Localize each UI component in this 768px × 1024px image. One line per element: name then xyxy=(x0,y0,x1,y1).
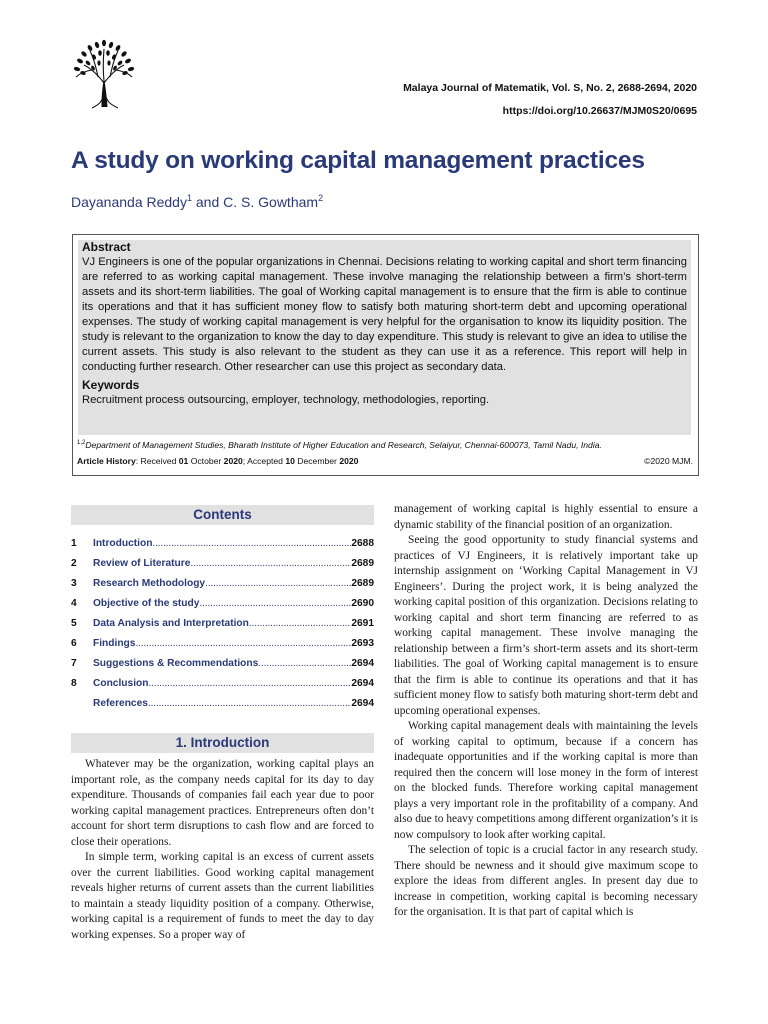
toc-link[interactable]: Data Analysis and Interpretation xyxy=(93,618,249,629)
accepted-day: 10 xyxy=(285,456,295,466)
contents-heading: Contents xyxy=(71,505,374,525)
table-of-contents xyxy=(71,537,374,717)
author-affiliation-mark: 2 xyxy=(318,193,324,203)
toc-item[interactable] xyxy=(71,657,374,677)
toc-item[interactable] xyxy=(71,577,374,597)
accepted-month: December xyxy=(294,456,340,466)
copyright: ©2020 MJM. xyxy=(644,456,693,466)
toc-number: 4 xyxy=(71,598,77,609)
toc-page: 2693 xyxy=(351,638,374,649)
author-affiliation-mark: 1 xyxy=(186,193,192,203)
author-list xyxy=(71,193,323,210)
accepted-label: ; Accepted xyxy=(242,456,286,466)
toc-page: 2688 xyxy=(351,538,374,549)
toc-item[interactable] xyxy=(71,557,374,577)
toc-leader-dots xyxy=(190,557,351,571)
keywords-text: Recruitment process outsourcing, employer, technology, methodologies, reporting. xyxy=(82,394,490,406)
toc-link[interactable]: Findings xyxy=(93,638,136,649)
toc-number: 1 xyxy=(71,538,77,549)
toc-item[interactable] xyxy=(71,637,374,657)
toc-leader-dots xyxy=(249,617,351,631)
body-paragraph: In simple term, working capital is an excess of current assets over the current liabilities. Good working capital management reveals higher returns of current assets than the current liabilities to maintain a steady liquidity position of a company. Otherwise, working capital is a requirement of funds to meet the day to day working expenses. So a proper way of xyxy=(71,851,374,941)
paper-title: A study on working capital management practices xyxy=(71,147,645,174)
toc-link[interactable]: Objective of the study xyxy=(93,598,200,609)
toc-page: 2694 xyxy=(351,658,374,669)
toc-leader-dots xyxy=(148,697,351,711)
toc-link[interactable]: Conclusion xyxy=(93,678,149,689)
abstract-box xyxy=(72,234,699,476)
keywords-heading: Keywords xyxy=(82,378,140,392)
toc-link[interactable]: Introduction xyxy=(93,538,153,549)
introduction-heading: 1. Introduction xyxy=(71,733,374,753)
toc-leader-dots xyxy=(258,657,351,671)
toc-page: 2689 xyxy=(351,558,374,569)
toc-link[interactable]: Research Methodology xyxy=(93,578,206,589)
toc-number: 3 xyxy=(71,578,77,589)
toc-number: 7 xyxy=(71,658,77,669)
toc-item[interactable] xyxy=(71,677,374,697)
left-column-text xyxy=(71,757,374,943)
journal-tree-logo-icon xyxy=(72,37,136,109)
toc-item[interactable] xyxy=(71,597,374,617)
toc-item[interactable] xyxy=(71,617,374,637)
toc-item[interactable] xyxy=(71,697,374,717)
body-paragraph: The selection of topic is a crucial factor in any research study. There should be newness and it should give maximum scope to explore the ideas from different angles. In present day due to increase in competition, working capital is becoming necessary for the organisation. It is that part of capital which is xyxy=(394,844,698,918)
affiliation-mark: 1,2 xyxy=(77,440,86,446)
abstract-text: VJ Engineers is one of the popular organizations in Chennai. Decisions relating to working capital and short term financing are referred to as working capital management. These involve managing the relationship between a firm’s short-term assets and its short-term liabilities. The goal of Working capital management is to ensure that the firm is able to continue its operations and that it has sufficient money flow to satisfy both maturing short-term debt and upcoming operational expenses. The study of working capital management is very helpful for the organisation to know its liquidity position. The study is relevant to the organization to know the day to day expenditure. This study is relevant to give an idea to utilise the current assets. This study is also relevant to the student as they can use it as a reference. This report will help in conducting further research. Other researcher can use this project as secondary data. xyxy=(82,256,687,373)
toc-page: 2691 xyxy=(351,618,374,629)
author-separator: and xyxy=(192,194,224,210)
right-column-text xyxy=(394,502,698,921)
received-day: 01 xyxy=(178,456,189,466)
toc-link[interactable]: References xyxy=(93,698,148,709)
received-month: October xyxy=(188,456,224,466)
toc-leader-dots xyxy=(148,677,351,691)
accepted-year: 2020 xyxy=(339,456,359,466)
toc-leader-dots xyxy=(199,597,351,611)
toc-number: 5 xyxy=(71,618,77,629)
article-history xyxy=(77,456,358,466)
toc-link[interactable]: Review of Literature xyxy=(93,558,191,569)
body-paragraph: Working capital management deals with maintaining the levels of working capital to optimum, because if a concern has inadequate opportunities and if the working capital is more than required then the concern will lose money in the form of interest on the blocked funds. Therefore working capital management plays a very important role in the profitability of a company. And also due to heavy competitions among different organization’s it is now compulsory to look after working capital. xyxy=(394,720,698,841)
author-name: Dayananda Reddy xyxy=(71,194,187,210)
toc-item[interactable] xyxy=(71,537,374,557)
toc-leader-dots xyxy=(205,577,351,591)
received-year: 2020 xyxy=(223,456,243,466)
toc-number: 8 xyxy=(71,678,77,689)
toc-page: 2689 xyxy=(351,578,374,589)
doi-link[interactable]: https://doi.org/10.26637/MJM0S20/0695 xyxy=(502,105,697,117)
body-paragraph: Seeing the good opportunity to study financial systems and practices of VJ Engineers, it is relatively important take up internship assignment on ‘Working Capital Management in VJ Engineers’. During the project work, it is being analyzed the working capital position of this organization. Decisions relating to working capital and short term financing are referred to as working capital management. These involve managing the relationship between a firm’s short-term assets and its short-term liabilities. The goal of Working capital management is to ensure that the firm is able to continue its operations and that it has sufficient money flow to satisfy both maturing short-term debt and upcoming operational expenses. xyxy=(394,534,698,717)
affiliation xyxy=(77,440,602,450)
toc-number: 6 xyxy=(71,638,77,649)
body-paragraph: management of working capital is highly essential to ensure a dynamic stability of the financial position of an organization. xyxy=(394,503,698,531)
received-label: : Received xyxy=(135,456,179,466)
article-history-label: Article History xyxy=(77,456,136,466)
affiliation-text: Department of Management Studies, Bharath Institute of Higher Education and Research, Selaiyur, Chennai-600073, Tamil Nadu, India. xyxy=(85,440,602,450)
body-paragraph: Whatever may be the organization, working capital plays an important role, as the company needs capital for its day to day expenditure. Thousands of companies fail each year due to poor working capital management practices. Entrepreneurs often don’t account for short term disruptions to cash flow and are forced to close their operations. xyxy=(71,758,374,848)
toc-page: 2694 xyxy=(351,678,374,689)
toc-leader-dots xyxy=(135,637,351,651)
abstract-panel xyxy=(78,240,691,435)
toc-link[interactable]: Suggestions & Recommendations xyxy=(93,658,259,669)
toc-leader-dots xyxy=(152,537,351,551)
author-name: C. S. Gowtham xyxy=(223,194,319,210)
toc-number: 2 xyxy=(71,558,77,569)
toc-page: 2694 xyxy=(351,698,374,709)
journal-citation: Malaya Journal of Matematik, Vol. S, No. 2, 2688-2694, 2020 xyxy=(403,82,697,94)
toc-page: 2690 xyxy=(351,598,374,609)
abstract-heading: Abstract xyxy=(82,240,131,254)
